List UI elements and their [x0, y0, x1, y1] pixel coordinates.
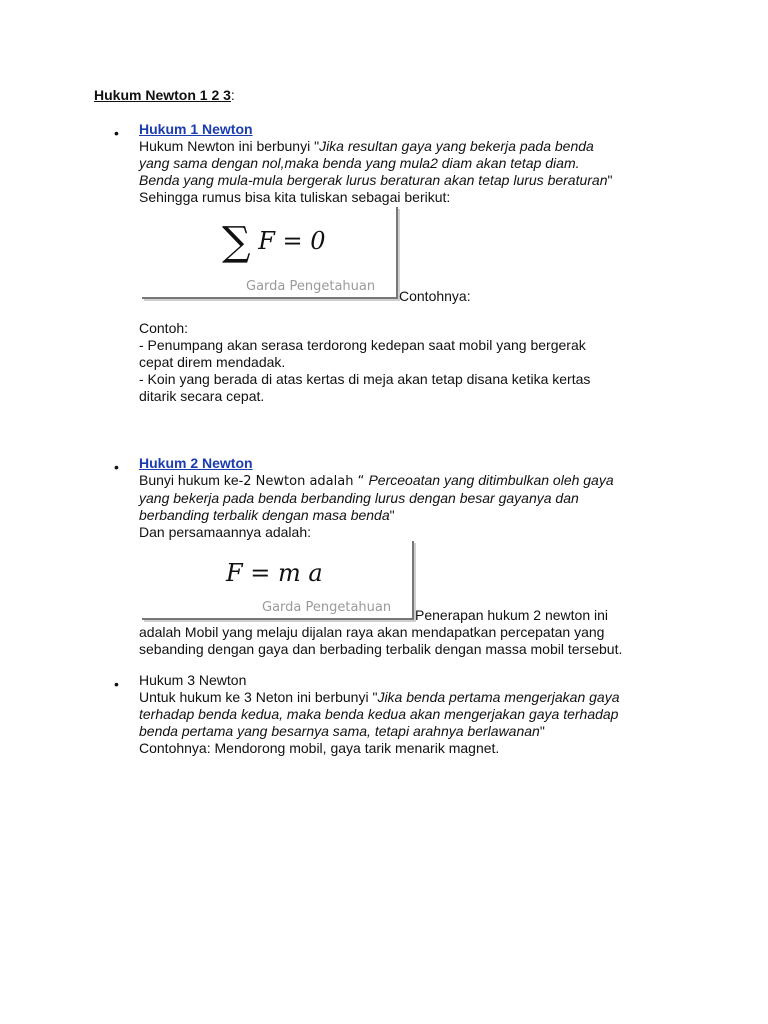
page-title-colon: : [230, 87, 235, 103]
law1-watermark: Garda Pengetahuan [246, 279, 376, 294]
law3-heading: Hukum 3 Newton [139, 672, 247, 688]
law1-quote-line3: Benda yang mula-mula bergerak lurus beraturan akan tetap lurus beraturan [139, 172, 608, 188]
law1-example1-line2: cepat direm mendadak. [139, 354, 286, 370]
law1-statement-line3 [139, 172, 699, 189]
law1-statement-line1 [139, 138, 699, 155]
law3-quote-line3: benda pertama yang besarnya sama, tetapi arahnya berlawanan [139, 723, 540, 739]
law3-statement-line3 [139, 723, 699, 740]
law2-heading-link[interactable]: Hukum 2 Newton [139, 455, 253, 471]
law3-intro: Untuk hukum ke 3 Neton ini berbunyi " [139, 689, 378, 705]
law1-after-formula: Contohnya: [399, 288, 471, 304]
page-title-text: Hukum Newton 1 2 3 [94, 87, 231, 103]
bullet-icon [114, 463, 122, 471]
law2-formula-intro: Dan persamaannya adalah: [139, 524, 312, 540]
law2-statement-line1 [139, 472, 699, 490]
law2-formula [226, 559, 323, 587]
bullet-icon [114, 680, 122, 688]
law3-example: Contohnya: Mendorong mobil, gaya tarik menarik magnet. [139, 740, 500, 756]
law2-intro-alt: 2 Newton adalah [243, 474, 354, 489]
law1-quote-line2: yang sama dengan nol,maka benda yang mula2 diam akan tetap diam. [139, 155, 580, 171]
law2-quote-line1: Perceoatan yang ditimbulkan oleh gaya [368, 472, 614, 488]
law2-application [139, 624, 699, 658]
law2-quote-line2: yang bekerja pada benda berbanding lurus dengan besar gayanya dan [139, 490, 579, 506]
law1-example2-line1: - Koin yang berada di atas kertas di meja akan tetap disana ketika kertas [139, 371, 591, 387]
law1-quote-end: " [607, 172, 613, 188]
law2-section [139, 455, 699, 541]
law1-formula-intro: Sehingga rumus bisa kita tuliskan sebagai berikut: [139, 189, 451, 205]
law3-quote-line2: terhadap benda kedua, maka benda kedua akan mengerjakan gaya terhadap [139, 706, 619, 722]
law2-quote-end: " [389, 507, 395, 523]
law1-examples [139, 320, 699, 405]
law1-formula-body: F = 0 [258, 227, 326, 255]
law2-intro: Bunyi hukum ke- [139, 472, 244, 488]
law2-open-quote: “ [353, 474, 369, 489]
law1-intro: Hukum Newton ini berbunyi " [139, 138, 320, 154]
law1-formula [222, 219, 326, 265]
sigma-symbol: ∑ [222, 219, 251, 265]
law2-apply-line2: sebanding dengan gaya dan berbading terbalik dengan massa mobil tersebut. [139, 641, 623, 657]
law2-statement-line3 [139, 507, 699, 524]
law2-quote-line3: berbanding terbalik dengan masa benda [139, 507, 390, 523]
page-title [94, 87, 235, 104]
law1-heading-link[interactable]: Hukum 1 Newton [139, 121, 253, 137]
law1-quote-line1: Jika resultan gaya yang bekerja pada benda [319, 138, 594, 154]
law3-quote-line1: Jika benda pertama mengerjakan gaya [377, 689, 620, 705]
law2-formula-body: F = m a [226, 559, 323, 587]
bullet-icon [114, 129, 122, 137]
law1-formula-image [142, 207, 398, 299]
law2-apply-line1: adalah Mobil yang melaju dijalan raya akan mendapatkan percepatan yang [139, 624, 605, 640]
law1-example1-line1: - Penumpang akan serasa terdorong kedepan saat mobil yang bergerak [139, 337, 586, 353]
law1-example2-line2: ditarik secara cepat. [139, 388, 265, 404]
law3-section [139, 672, 699, 757]
law3-statement-line1 [139, 689, 699, 706]
law2-watermark: Garda Pengetahuan [262, 600, 392, 615]
law3-quote-end: " [539, 723, 545, 739]
law2-formula-image [142, 541, 414, 620]
law1-section [139, 121, 699, 206]
law1-example-label: Contoh: [139, 320, 189, 336]
law2-after-formula: Penerapan hukum 2 newton ini [415, 607, 609, 623]
